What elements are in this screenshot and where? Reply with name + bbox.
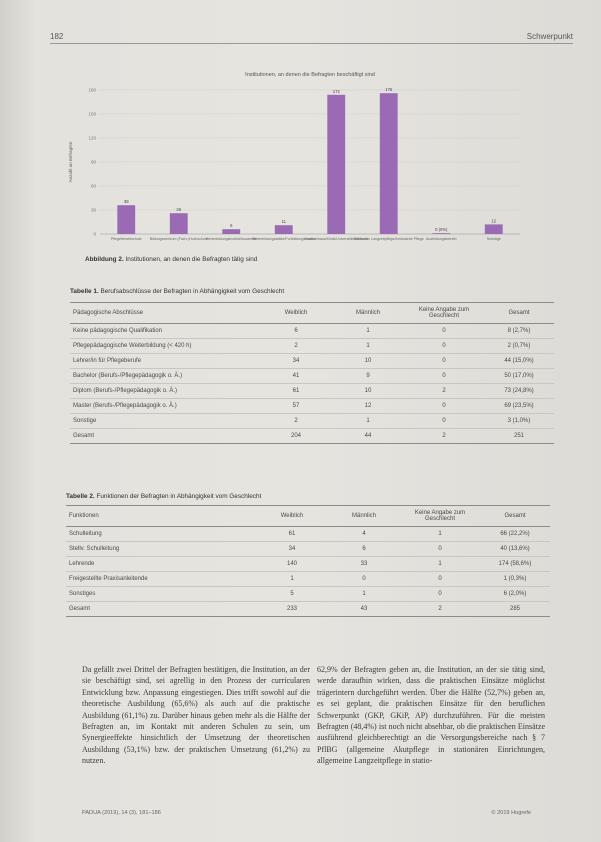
table-cell: 1	[400, 527, 480, 542]
row-label: Stellv. Schulleitung	[66, 542, 256, 557]
figure-label: Abbildung 2.	[85, 256, 124, 263]
col-header: Gesamt	[480, 506, 550, 527]
table-row	[66, 572, 550, 587]
table-cell: 140	[256, 557, 328, 572]
table-cell: 61	[260, 384, 332, 399]
table-cell: 40 (13,6%)	[480, 542, 550, 557]
table-cell: 0	[404, 414, 484, 429]
table-total-row	[66, 602, 550, 617]
table-cell: 1	[256, 572, 328, 587]
table-total-row	[70, 429, 554, 444]
table-cell: 50 (17,0%)	[484, 369, 554, 384]
table-cell: 2	[260, 339, 332, 354]
table-cell: 9	[332, 369, 404, 384]
figure-caption	[85, 256, 257, 263]
col-header: Männlich	[332, 303, 404, 324]
table-cell: 0	[400, 572, 480, 587]
col-header: Gesamt	[484, 303, 554, 324]
x-tick-label: Stationäre Langzeitpflege/Ambulante Pflege	[353, 237, 424, 241]
footer-publisher: © 2019 Hogrefe	[491, 810, 531, 816]
bar-value-label: 173	[332, 88, 340, 94]
row-label: Master (Berufs-/Pflegepädagogik o. Ä.)	[70, 399, 260, 414]
table-cell: 0	[400, 542, 480, 557]
page-number: 182	[50, 32, 64, 41]
bar-value-label: 6	[230, 223, 233, 229]
row-label: Sonstiges	[66, 587, 256, 602]
table-cell: 1	[332, 339, 404, 354]
table-cell: 6	[328, 542, 400, 557]
x-tick-label: Sonstige	[486, 237, 501, 241]
bar	[275, 225, 293, 234]
bar	[327, 95, 345, 234]
row-label: Schulleitung	[66, 527, 256, 542]
table-cell: 8 (2,7%)	[484, 324, 554, 339]
table-cell: 10	[332, 384, 404, 399]
table-row	[70, 354, 554, 369]
bar-chart	[60, 68, 530, 248]
row-label: Gesamt	[70, 429, 260, 444]
bar-value-label: 0 (0%)	[435, 227, 448, 233]
bar	[117, 205, 135, 234]
table-cell: 4	[328, 527, 400, 542]
col-header: Keine Angabe zum Geschlecht	[404, 303, 484, 324]
bar-value-label: 12	[491, 218, 497, 224]
table-cell: 2	[400, 602, 480, 617]
figure-caption-text: Institutionen, an denen die Befragten tätig sind	[125, 256, 258, 263]
row-label: Bachelor (Berufs-/Pflegepädagogik o. Ä.)	[70, 369, 260, 384]
table-cell: 1	[332, 414, 404, 429]
table-cell: 66 (22,2%)	[480, 527, 550, 542]
bar-value-label: 26	[176, 207, 182, 213]
y-tick-label: 30	[90, 207, 96, 213]
col-header: Funktionen	[66, 506, 256, 527]
table-cell: 33	[328, 557, 400, 572]
table-cell: 34	[260, 354, 332, 369]
table-functions	[66, 505, 550, 617]
table-cell: 44 (15,0%)	[484, 354, 554, 369]
header-rule	[50, 43, 573, 44]
bar-value-label: 38	[123, 199, 129, 205]
y-axis-label: Anzahl an Befragten	[68, 141, 73, 183]
table-row	[70, 324, 554, 339]
table-cell: 204	[260, 429, 332, 444]
y-tick-label: 180	[88, 87, 96, 93]
bar	[170, 213, 188, 234]
table-cell: 5	[256, 587, 328, 602]
table1-caption-text: Berufsabschlüsse der Befragten in Abhängigkeit vom Geschlecht	[100, 288, 285, 295]
x-tick-label: Bildungszentrum (Fach-)Hochschule	[149, 237, 208, 241]
col-header: Männlich	[328, 506, 400, 527]
bar	[432, 233, 450, 234]
table-cell: 12	[332, 399, 404, 414]
row-label: Pflegepädagogische Weiterbildung (< 420 h)	[70, 339, 260, 354]
table1-caption	[70, 288, 284, 295]
bar-value-label: 11	[281, 219, 286, 225]
table2-caption	[66, 493, 261, 500]
table-cell: 0	[404, 324, 484, 339]
table-cell: 0	[404, 339, 484, 354]
table-cell: 0	[404, 399, 484, 414]
table-cell: 6 (2,0%)	[480, 587, 550, 602]
table-cell: 174 (58,6%)	[480, 557, 550, 572]
table-row	[70, 369, 554, 384]
table-row	[66, 527, 550, 542]
x-tick-label: Weiterbildungsinstitut/Akademie	[205, 237, 257, 241]
table-cell: 2	[404, 384, 484, 399]
table-row	[66, 557, 550, 572]
col-header: Keine Angabe zum Geschlecht	[400, 506, 480, 527]
body-text-right: 62,9% der Befragten geben an, die Institution, an der sie tätig sind, werde daraufhin wirken, dass die praktischen Einsätze möglichst trägerintern durchgeführt werden. Über die Hälfte (52,7%) geben an, es sei geplant, die praktischen Einsätze für den beruflichen Schwerpunkt (GKP, GKiP, AP) durchzuführen. Für die meisten Befragten (48,4%) ist noch nicht absehbar, ob die praktischen Einsätze ausführend gleichberechtigt an die Versorgungsbereiche nach § 7 PflBG (allgemeine Akutpflege in stationären Einrichtungen, allgemeine Langzeitpflege in statio-	[317, 665, 545, 766]
table-cell: 233	[256, 602, 328, 617]
x-tick-label: Pflegeberufeschule	[110, 237, 142, 241]
table-row	[70, 339, 554, 354]
bar	[380, 93, 398, 234]
table-cell: 44	[332, 429, 404, 444]
table-cell: 0	[404, 369, 484, 384]
table-cell: 2 (0,7%)	[484, 339, 554, 354]
x-tick-label: Ausbildungsbetrieb	[425, 237, 457, 241]
table-cell: 3 (1,0%)	[484, 414, 554, 429]
row-label: Lehrende	[66, 557, 256, 572]
table-cell: 41	[260, 369, 332, 384]
table-cell: 2	[260, 414, 332, 429]
table-cell: 6	[260, 324, 332, 339]
table-cell: 1 (0,3%)	[480, 572, 550, 587]
table-row	[70, 399, 554, 414]
table-cell: 0	[400, 587, 480, 602]
bar	[222, 229, 240, 234]
table-cell: 10	[332, 354, 404, 369]
table-cell: 1	[400, 557, 480, 572]
table2-caption-text: Funktionen der Befragten in Abhängigkeit vom Geschlecht	[96, 493, 262, 500]
col-header: Pädagogische Abschlüsse	[70, 303, 260, 324]
table2-label: Tabelle 2.	[66, 493, 95, 500]
table-cell: 1	[332, 324, 404, 339]
row-label: Keine pädagogische Qualifikation	[70, 324, 260, 339]
footer-citation: PADUA (2019), 14 (3), 181–186	[82, 810, 161, 816]
table-cell: 2	[404, 429, 484, 444]
table-cell: 34	[256, 542, 328, 557]
y-tick-label: 150	[88, 111, 96, 117]
x-tick-label: Weiterbildungsstätte/Fortbildungsinstitut	[251, 237, 316, 241]
row-label: Gesamt	[66, 602, 256, 617]
row-label: Diplom (Berufs-/Pflegepädagogik o. Ä.)	[70, 384, 260, 399]
table1-label: Tabelle 1.	[70, 288, 99, 295]
table-cell: 69 (23,5%)	[484, 399, 554, 414]
table-cell: 251	[484, 429, 554, 444]
table-row	[70, 414, 554, 429]
y-tick-label: 0	[93, 231, 96, 237]
table-cell: 285	[480, 602, 550, 617]
row-label: Sonstige	[70, 414, 260, 429]
col-header: Weiblich	[260, 303, 332, 324]
table-cell: 61	[256, 527, 328, 542]
table-row	[66, 587, 550, 602]
y-tick-label: 60	[90, 183, 96, 189]
table-cell: 0	[328, 572, 400, 587]
table-row	[66, 542, 550, 557]
table-cell: 73 (24,8%)	[484, 384, 554, 399]
table-cell: 0	[404, 354, 484, 369]
y-tick-label: 120	[88, 135, 96, 141]
table-cell: 57	[260, 399, 332, 414]
y-tick-label: 90	[90, 159, 96, 165]
row-label: Freigestellte Praxisanleitende	[66, 572, 256, 587]
x-tick-label: Krankenhaus/Klinik/Universitätsklinikum	[304, 237, 369, 241]
table-cell: 1	[328, 587, 400, 602]
bar-value-label: 176	[385, 87, 393, 93]
bar	[485, 224, 503, 234]
table-qualifications	[70, 302, 554, 444]
col-header: Weiblich	[256, 506, 328, 527]
section-title: Schwerpunkt	[526, 32, 573, 41]
row-label: Lehrer/in für Pflegeberufe	[70, 354, 260, 369]
body-text-left: Da gefällt zwei Drittel der Befragten bestätigen, die Institution, an der sie beschäftigt sind, sei agrellig in den Prozess der curricularen Entwicklung bzw. Anpassung eingestiegen. Dies trifft sowohl auf die theoretische Ausbildung (65,6%) als auch auf die praktische Ausbildung (61,1%) zu. Darüber hinaus geben mehr als die Hälfte der Befragten an, im Kontakt mit anderen Schulen zu sein, um Synergieeffekte hinsichtlich der Umsetzung der theoretischen Ausbildung (53,1%) bzw. der praktischen Umsetzung (61,2%) zu nutzen.	[82, 665, 310, 766]
table-cell: 43	[328, 602, 400, 617]
table-row	[70, 384, 554, 399]
chart-title: Institutionen, an denen die Befragten beschäftigt sind	[245, 72, 375, 78]
